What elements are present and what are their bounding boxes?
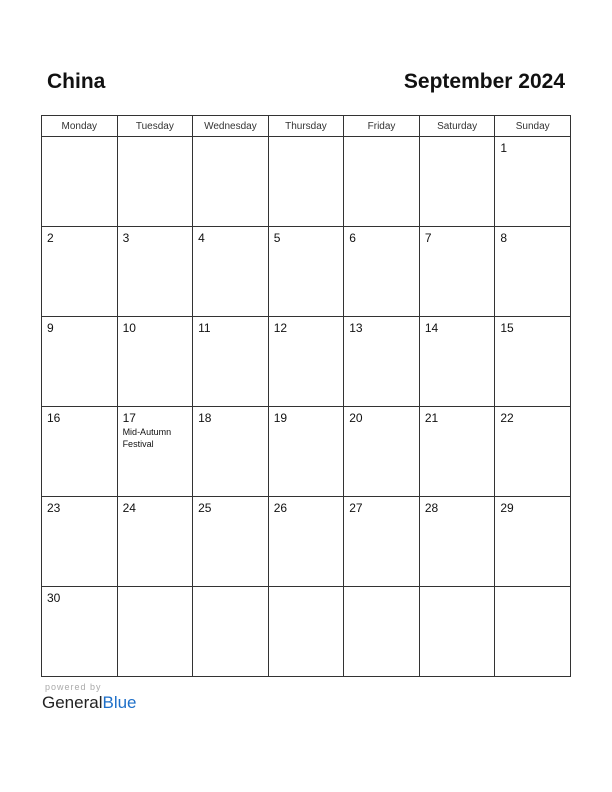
week-row [42, 497, 571, 587]
day-cell [344, 407, 420, 497]
brand-logo-part1: General [42, 693, 103, 712]
day-number: 30 [47, 591, 61, 605]
day-cell [117, 587, 193, 677]
footer-branding [42, 682, 137, 713]
week-row [42, 227, 571, 317]
weekday-header: Tuesday [117, 116, 193, 137]
day-cell [419, 137, 495, 227]
day-cell [344, 137, 420, 227]
day-cell [117, 137, 193, 227]
day-cell [344, 587, 420, 677]
day-number: 23 [47, 501, 61, 515]
day-cell [193, 317, 269, 407]
day-number: 19 [273, 411, 288, 425]
day-cell [268, 407, 344, 497]
day-number: 9 [47, 321, 54, 335]
day-cell [42, 407, 118, 497]
day-cell [117, 317, 193, 407]
day-cell [344, 497, 420, 587]
day-number: 20 [349, 411, 363, 425]
weekday-header: Saturday [419, 116, 495, 137]
day-number: 8 [500, 231, 508, 245]
day-number: 26 [273, 501, 288, 515]
day-number: 13 [349, 321, 363, 335]
day-cell [117, 407, 193, 497]
day-cell [193, 407, 269, 497]
calendar-grid [41, 115, 571, 677]
day-number: 1 [500, 141, 508, 155]
day-number: 11 [198, 321, 211, 335]
weekday-header: Sunday [495, 116, 571, 137]
day-cell [193, 227, 269, 317]
day-number: 24 [122, 501, 136, 515]
day-number: 6 [349, 231, 356, 245]
country-title: China [47, 70, 106, 93]
day-cell [117, 227, 193, 317]
day-number: 5 [273, 231, 281, 245]
weekday-header: Thursday [268, 116, 344, 137]
holiday-label: Mid-Autumn Festival [122, 427, 172, 449]
day-cell [193, 587, 269, 677]
day-number: 28 [424, 501, 439, 515]
day-cell [495, 497, 571, 587]
day-number: 25 [198, 501, 212, 515]
calendar-body [42, 137, 571, 677]
weekday-header: Wednesday [193, 116, 269, 137]
day-cell [268, 227, 344, 317]
day-cell [419, 587, 495, 677]
day-cell [268, 317, 344, 407]
day-cell [42, 497, 118, 587]
day-number: 7 [424, 231, 432, 245]
day-cell [42, 227, 118, 317]
day-number: 4 [198, 231, 205, 245]
day-cell [495, 137, 571, 227]
week-row [42, 407, 571, 497]
month-title: September 2024 [403, 70, 565, 93]
brand-logo-part2: Blue [102, 693, 137, 712]
day-number: 22 [500, 411, 514, 425]
day-number: 21 [424, 411, 439, 425]
day-number: 2 [47, 231, 54, 245]
day-number: 17 [122, 411, 136, 425]
week-row [42, 317, 571, 407]
day-number: 18 [198, 411, 212, 425]
day-cell [495, 587, 571, 677]
day-number: 15 [500, 321, 514, 335]
day-cell [268, 137, 344, 227]
day-cell [495, 317, 571, 407]
day-cell [419, 227, 495, 317]
day-cell [268, 497, 344, 587]
powered-by-text: powered by [45, 682, 102, 692]
brand-logo [42, 693, 137, 713]
day-number: 12 [273, 321, 288, 335]
day-number: 3 [122, 231, 130, 245]
day-cell [193, 137, 269, 227]
day-number: 14 [424, 321, 439, 335]
day-cell [495, 227, 571, 317]
day-cell [268, 587, 344, 677]
day-number: 16 [47, 411, 61, 425]
day-number: 29 [500, 501, 514, 515]
day-cell [419, 497, 495, 587]
week-row [42, 137, 571, 227]
day-cell [419, 407, 495, 497]
calendar-header [41, 70, 571, 100]
weekday-header-row [42, 116, 571, 137]
day-cell [42, 137, 118, 227]
weekday-header: Monday [42, 116, 118, 137]
week-row [42, 587, 571, 677]
day-number: 10 [122, 321, 136, 335]
day-cell [419, 317, 495, 407]
day-cell [344, 227, 420, 317]
day-cell [42, 317, 118, 407]
day-cell [42, 587, 118, 677]
day-cell [344, 317, 420, 407]
day-cell [117, 497, 193, 587]
day-cell [495, 407, 571, 497]
weekday-header: Friday [344, 116, 420, 137]
day-number: 27 [349, 501, 363, 515]
day-cell [193, 497, 269, 587]
